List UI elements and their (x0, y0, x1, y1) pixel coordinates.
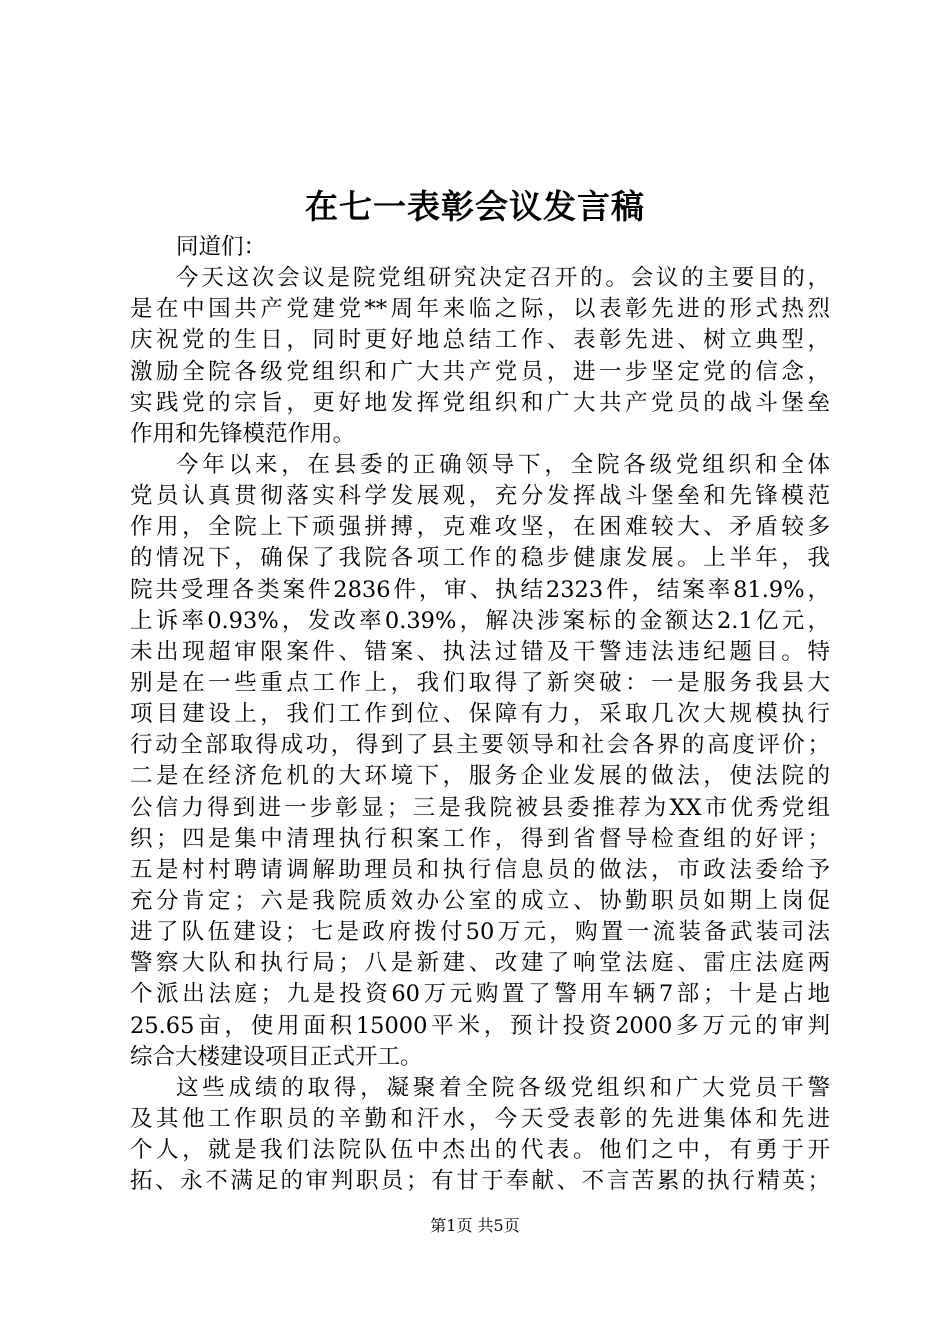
text-line: 织；四是集中清理执行积案工作，得到省督导检查组的好评； (130, 825, 830, 852)
text-line: 个派出法庭；九是投资60万元购置了警用车辆7部；十是占地 (130, 981, 830, 1008)
text-line: 行动全部取得成功，得到了县主要领导和社会各界的高度评价； (130, 732, 830, 759)
text-line: 院共受理各类案件2836件，审、执结2323件，结案率81.9%， (130, 576, 830, 603)
text-line: 今天这次会议是院党组研究决定召开的。会议的主要目的， (176, 265, 830, 292)
text-line: 的情况下，确保了我院各项工作的稳步健康发展。上半年，我 (130, 545, 830, 572)
text-line: 激励全院各级党组织和广大共产党员，进一步坚定党的信念， (130, 358, 830, 385)
text-line: 别是在一些重点工作上，我们取得了新突破：一是服务我县大 (130, 669, 830, 696)
text-line: 上诉率0.93%，发改率0.39%，解决涉案标的金额达2.1亿元， (130, 607, 830, 634)
text-line: 拓、永不满足的审判职员；有甘于奉献、不言苦累的执行精英； (130, 1168, 830, 1195)
text-line: 个人，就是我们法院队伍中杰出的代表。他们之中，有勇于开 (130, 1137, 830, 1164)
salutation-line: 同道们： (176, 234, 267, 260)
page-number-footer: 第1页 共5页 (430, 1216, 520, 1235)
text-line: 项目建设上，我们工作到位、保障有力，采取几次大规模执行 (130, 701, 830, 728)
text-line: 进了队伍建设；七是政府拨付50万元，购置一流装备武装司法 (130, 919, 830, 946)
text-line: 充分肯定；六是我院质效办公室的成立、协勤职员如期上岗促 (130, 887, 830, 914)
text-line: 警察大队和执行局；八是新建、改建了响堂法庭、雷庄法庭两 (130, 950, 830, 977)
text-line: 是在中国共产党建党**周年来临之际，以表彰先进的形式热烈 (130, 296, 830, 323)
text-line: 这些成绩的取得，凝聚着全院各级党组织和广大党员干警 (176, 1074, 830, 1101)
text-line: 实践党的宗旨，更好地发挥党组织和广大共产党员的战斗堡垒 (130, 389, 830, 416)
text-line: 二是在经济危机的大环境下，服务企业发展的做法，使法院的 (130, 763, 830, 790)
document-body (130, 232, 830, 1197)
text-line: 公信力得到进一步彰显；三是我院被县委推荐为XX市优秀党组 (130, 794, 830, 821)
text-line: 五是村村聘请调解助理员和执行信息员的做法，市政法委给予 (130, 856, 830, 883)
text-line: 党员认真贯彻落实科学发展观，充分发挥战斗堡垒和先锋模范 (130, 483, 830, 510)
text-line: 今年以来，在县委的正确领导下，全院各级党组织和全体 (176, 451, 830, 478)
document-title: 在七一表彰会议发言稿 (305, 187, 645, 226)
text-line: 作用，全院上下顽强拼搏，克难攻坚，在困难较大、矛盾较多 (130, 514, 830, 541)
text-line: 25.65亩，使用面积15000平米，预计投资2000多万元的审判 (130, 1012, 830, 1039)
text-line: 未出现超审限案件、错案、执法过错及干警违法违纪题目。特 (130, 638, 830, 665)
text-line: 及其他工作职员的辛勤和汗水，今天受表彰的先进集体和先进 (130, 1105, 830, 1132)
text-line: 作用和先锋模范作用。 (130, 420, 356, 447)
text-line: 庆祝党的生日，同时更好地总结工作、表彰先进、树立典型， (130, 327, 830, 354)
text-line: 综合大楼建设项目正式开工。 (130, 1043, 423, 1070)
